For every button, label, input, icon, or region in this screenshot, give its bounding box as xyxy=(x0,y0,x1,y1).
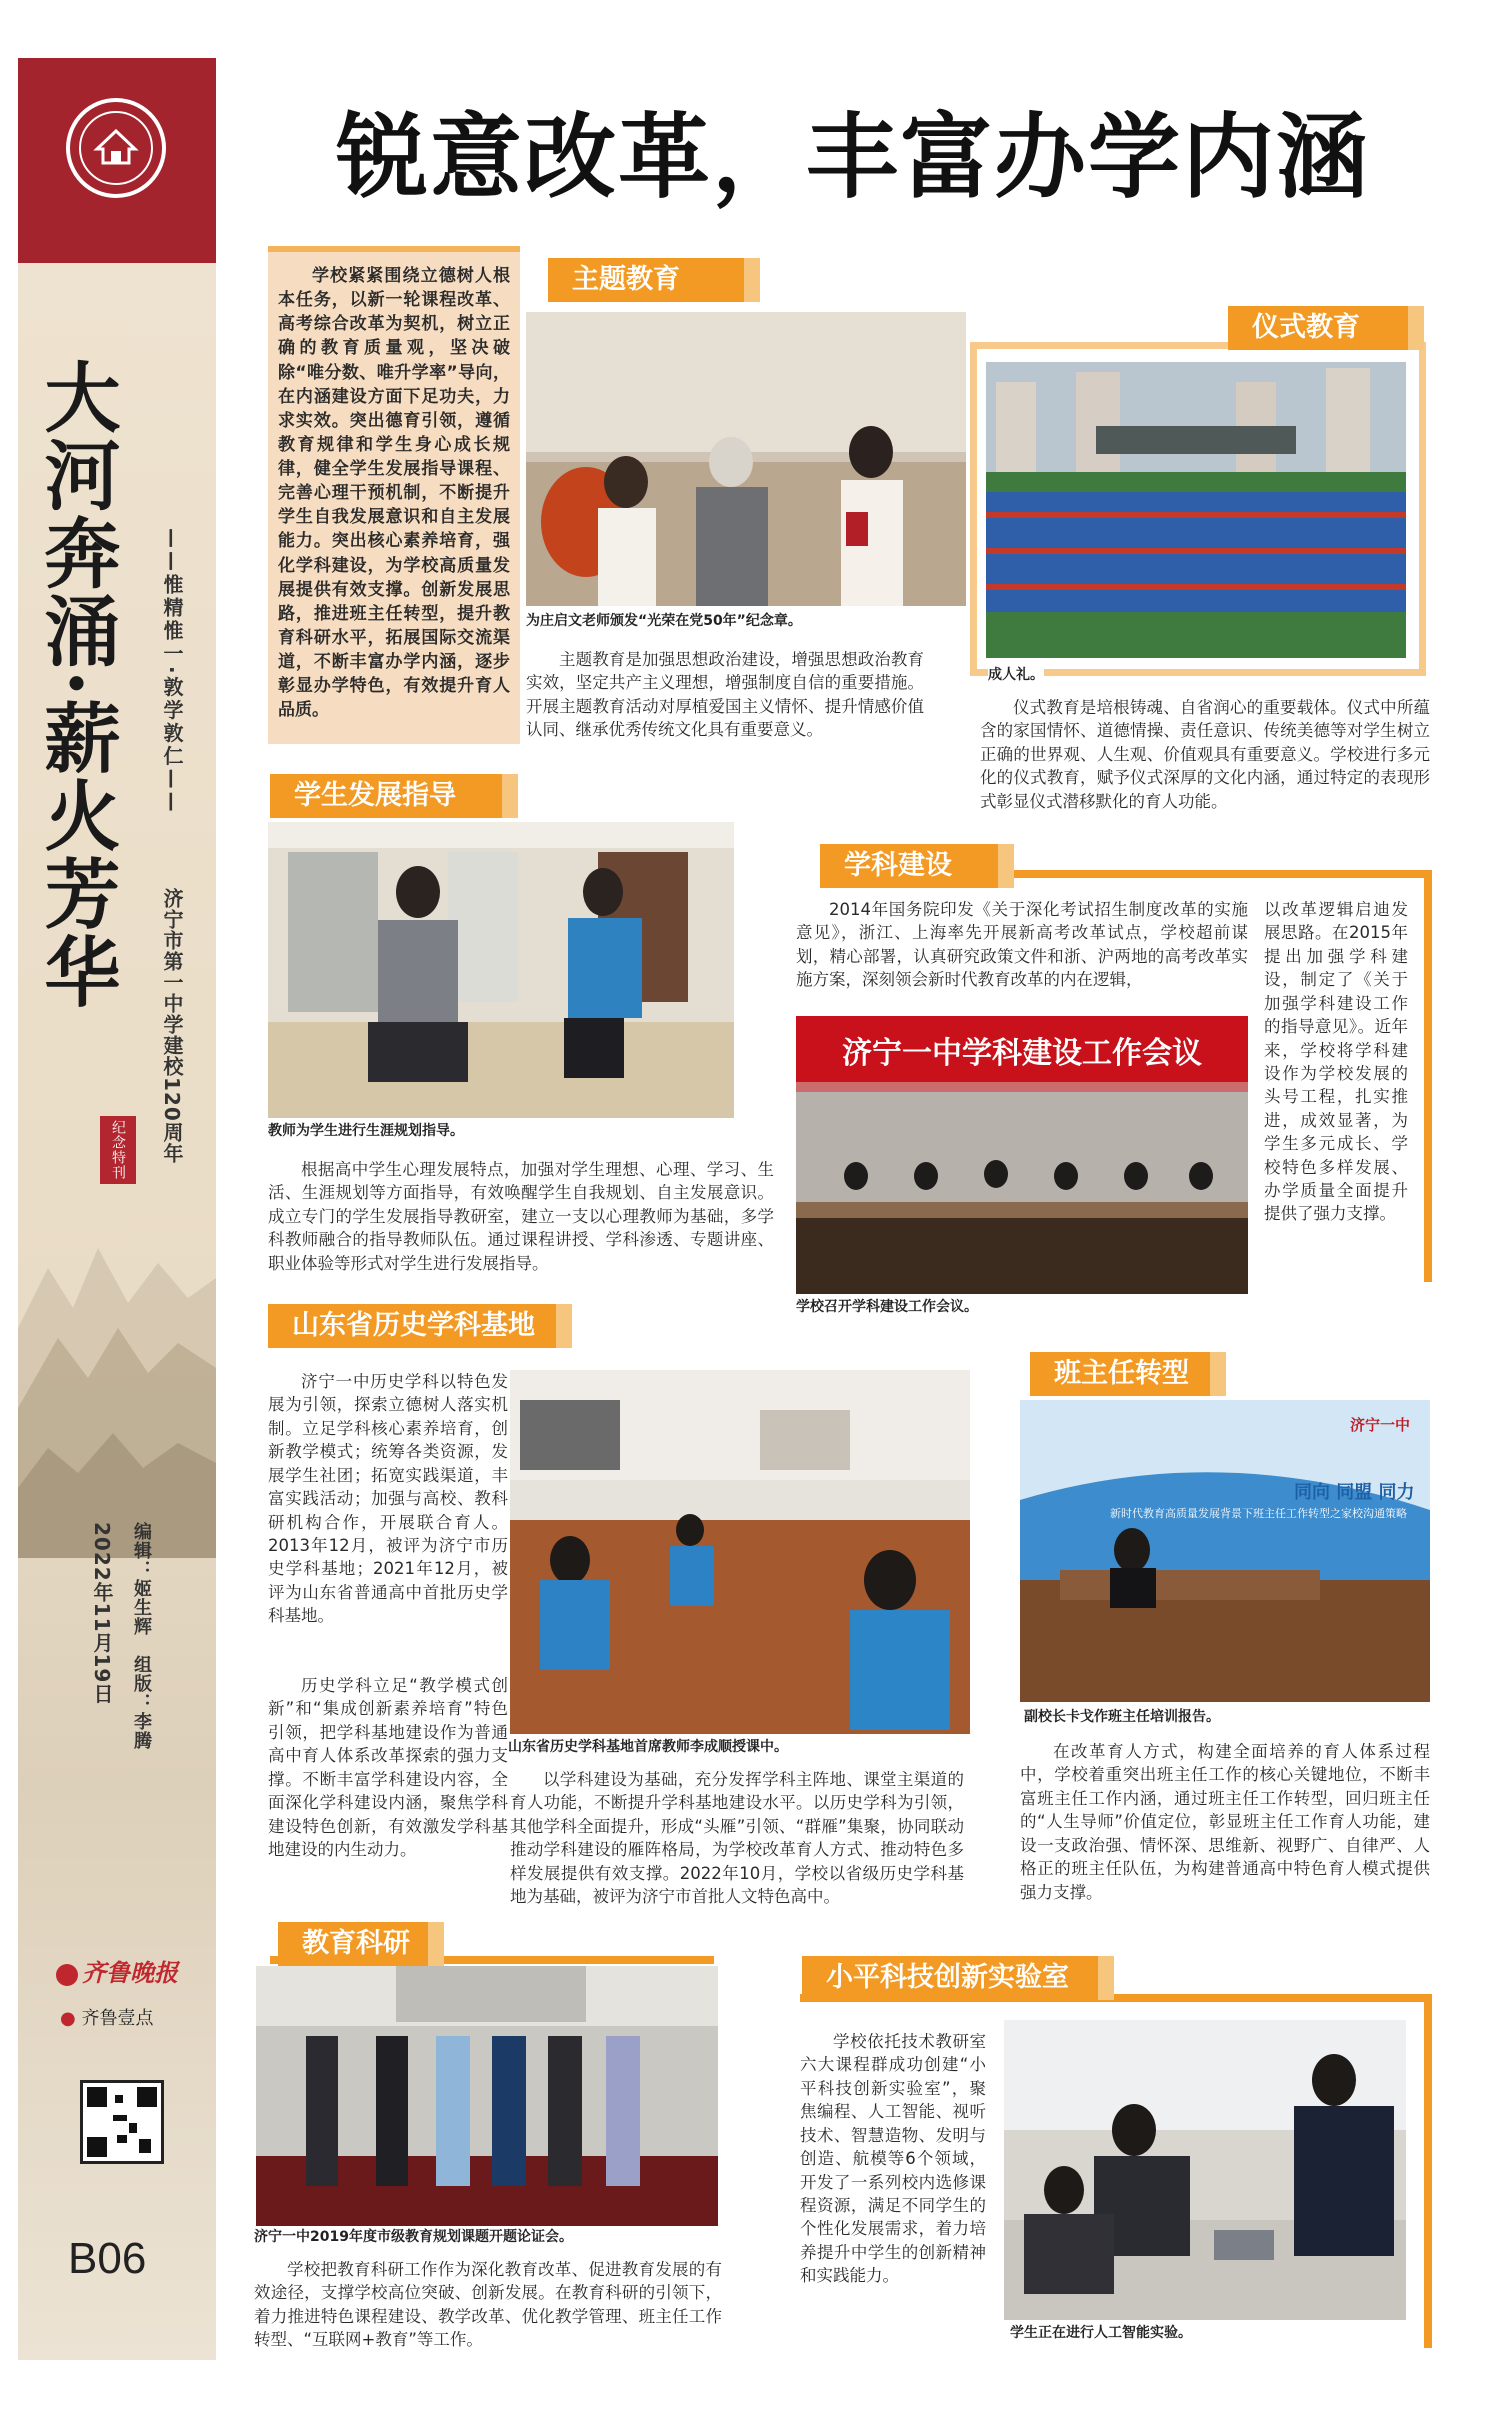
tag-theme-education: 主题教育 xyxy=(548,258,744,302)
text-history-bottom: 以学科建设为基础，充分发挥学科主阵地、课堂主渠道的育人功能，不断提升学科基地建设水平。以历史学科为引领，其他学科全面提升，形成“头雁”引领、“群雁”集聚，协同联动推动学科建设的雁阵格局，为学校改革育人方式、推动特色多样发展提供有效支撑。2022年10月，学校以省级历史学科基地为基础，被评为济宁市首批人文特色高中。 xyxy=(510,1770,964,1907)
qr-code[interactable] xyxy=(80,2080,164,2164)
ink-mountains-illustration xyxy=(18,1208,216,1558)
slide-logo: 济宁一中 xyxy=(1350,1416,1411,1434)
caption-history: 山东省历史学科基地首席教师李成顺授课中。 xyxy=(508,1736,788,1756)
photo-ceremony xyxy=(986,362,1406,658)
caption-headteacher: 副校长卡戈作班主任培训报告。 xyxy=(1024,1706,1220,1726)
text-innovation-lab: 学校依托技术教研室六大课程群成功创建“小平科技创新实验室”，聚焦编程、人工智能、视听技术、智慧造物、发明与创造、航模等6个领域，开发了一系列校内选修课程资源，满足不同学生的个性化发展需求，着力培养提升中学生的创新精神和实践能力。 xyxy=(800,2032,986,2286)
text-theme-education: 主题教育是加强思想政治建设，增强思想政治教育实效，坚定共产主义理想，增强制度自信的重要措施。开展主题教育活动对厚植爱国主义情怀、提升情感价值认同、继承优秀传统文化具有重要意义。 xyxy=(526,650,924,740)
caption-ceremony: 成人礼。 xyxy=(988,664,1044,684)
text-headteacher: 在改革育人方式，构建全面培养的育人体系过程中，学校着重突出班主任工作的核心关键地位，不断丰富班主任工作内涵，通过班主任工作转型，回归班主任的“人生导师”价值定位，彰显班主任工作育人功能，建设一支政治强、情怀深、思维新、视野广、自律严、人格正的班主任队伍，为构建普通高中特色育人模式提供强力支撑。 xyxy=(1020,1742,1430,1902)
caption-discipline: 学校召开学科建设工作会议。 xyxy=(796,1296,978,1316)
tag-student-guidance: 学生发展指导 xyxy=(270,774,502,818)
slide-title: 同向 同盟 同力 xyxy=(1294,1482,1415,1503)
photo-research-meeting xyxy=(256,1966,718,2226)
banner-header xyxy=(18,58,216,263)
text-history-left2: 历史学科立足“教学模式创新”和“集成创新素养培育”特色引领，把学科基地建设作为普通高中育人体系改革探索的强力支撑。不断丰富学科建设内容，全面深化学科建设内涵，聚焦学科建设特色创新，有效激发学科基地建设的内生动力。 xyxy=(268,1676,508,1859)
caption-research: 济宁一中2019年度市级教育规划课题开题论证会。 xyxy=(254,2226,573,2246)
meeting-banner-text: 济宁一中学科建设工作会议 xyxy=(842,1036,1202,1071)
caption-student-guidance: 教师为学生进行生涯规划指导。 xyxy=(268,1120,464,1140)
text-history-left: 济宁一中历史学科以特色发展为引领，探索立德树人落实机制。立足学科核心素养培育，创新教学模式；统筹各类资源，发展学生社团；拓宽实践渠道，丰富实践活动；加强与高校、教科研机构合作，开展联合育人。2013年12月，被评为济宁市历史学科基地；2021年12月，被评为山东省普通高中首批历史学科基地。 xyxy=(268,1372,508,1626)
photo-discipline-meeting xyxy=(796,1016,1248,1294)
intro-text: 学校紧紧围绕立德树人根本任务，以新一轮课程改革、高考综合改革为契机，树立正确的教育质量观，坚决破除“唯分数、唯升学率”导向，在内涵建设方面下足功夫，力求实效。突出德育引领，遵循教育规律和学生身心成长规律，健全学生发展指导课程、完善心理干预机制，不断提升学生自我发展意识和自主发展能力。突出核心素养培育，强化学科建设，为学校高质量发展提供有效支撑。创新发展思路，推进班主任转型，提升教育科研水平，拓展国际交流渠道，不断丰富办学内涵，逐步彰显办学特色，有效提升育人品质。 xyxy=(278,266,510,721)
qilu-yidian-logo: ● 齐鲁壹点 xyxy=(60,2008,154,2029)
school-seal-logo xyxy=(66,98,166,198)
intro-box xyxy=(268,246,520,744)
accent-bar-lab xyxy=(1424,1994,1432,2348)
text-research: 学校把教育科研工作作为深化教育改革、促进教育发展的有效途径，支撑学校高位突破、创新发展。在教育科研的引领下，着力推进特色课程建设、教学改革、优化教学管理、班主任工作转型、“互联网+教育”等工作。 xyxy=(254,2260,722,2350)
issue-date: 2022年11月19日 xyxy=(90,1522,114,1705)
caption-theme-education: 为庄启文老师颁发“光荣在党50年”纪念章。 xyxy=(526,610,802,630)
tag-discipline-building: 学科建设 xyxy=(820,844,998,888)
page-number: B06 xyxy=(68,2234,147,2283)
photo-student-guidance xyxy=(268,822,734,1118)
left-banner xyxy=(18,58,216,2360)
tag-innovation-lab: 小平科技创新实验室 xyxy=(802,1956,1098,2000)
editor-credit: 编辑：姬生辉 组版：李腾 xyxy=(131,1522,152,1750)
tag-history-base: 山东省历史学科基地 xyxy=(268,1304,556,1348)
photo-headteacher-training xyxy=(1020,1400,1430,1702)
page-headline: 锐意改革，丰富办学内涵 xyxy=(336,103,1371,211)
banner-title: 大河奔涌·薪火芳华 xyxy=(32,358,121,1011)
tag-ceremony-education: 仪式教育 xyxy=(1228,306,1408,350)
text-discipline-top: 2014年国务院印发《关于深化考试招生制度改革的实施意见》，浙江、上海率先开展新高考改革试点，学校超前谋划，精心部署，认真研究政策文件和浙、沪两地的高考改革实施方案，深刻领会新时代教育改革的内在逻辑， xyxy=(796,900,1248,990)
text-discipline-side: 以改革逻辑启迪发展思路。在2015年提出加强学科建设，制定了《关于加强学科建设工作的指导意见》。近年来，学校将学科建设作为学校发展的头号工程，扎实推进，成效显著，为学生多元成长、学校特色多样发展、办学质量全面提升提供了强力支撑。 xyxy=(1264,900,1408,1224)
special-issue-seal: 纪念特刊 xyxy=(100,1116,136,1184)
banner-motto: ——惟精惟一·敦学敦仁—— xyxy=(160,528,184,815)
accent-bar-discipline xyxy=(1424,870,1432,1282)
photo-ai-experiment xyxy=(1004,2020,1406,2320)
text-student-guidance: 根据高中学生心理发展特点，加强对学生理想、心理、学习、生活、生涯规划等方面指导，有效唤醒学生自我规划、自主发展意识。成立专门的学生发展指导教研室，建立一支以心理教师为基础，多学科教师融合的指导教师队伍。通过课程讲授、学科渗透、专题讲座、职业体验等形式对学生进行发展指导。 xyxy=(268,1160,774,1273)
banner-anniversary: 济宁市第一中学建校120周年 xyxy=(160,888,184,1164)
caption-ai-experiment: 学生正在进行人工智能实验。 xyxy=(1010,2322,1192,2342)
tag-headteacher-transformation: 班主任转型 xyxy=(1030,1352,1210,1396)
photo-theme-education xyxy=(526,312,966,606)
photo-history-class xyxy=(510,1370,970,1734)
text-ceremony: 仪式教育是培根铸魂、自省润心的重要载体。仪式中所蕴含的家国情怀、道德情操、责任意识、传统美德等对学生树立正确的世界观、人生观、价值观具有重要意义。学校进行多元化的仪式教育，赋予仪式深厚的文化内涵，通过特定的表现形式彰显仪式潜移默化的育人功能。 xyxy=(980,698,1430,811)
slide-subtitle: 新时代教育高质量发展背景下班主任工作转型之家校沟通策略 xyxy=(1110,1507,1407,1520)
qilu-evening-news-logo: 齐鲁晚报 xyxy=(56,1953,178,1988)
tag-education-research: 教育科研 xyxy=(278,1922,428,1966)
